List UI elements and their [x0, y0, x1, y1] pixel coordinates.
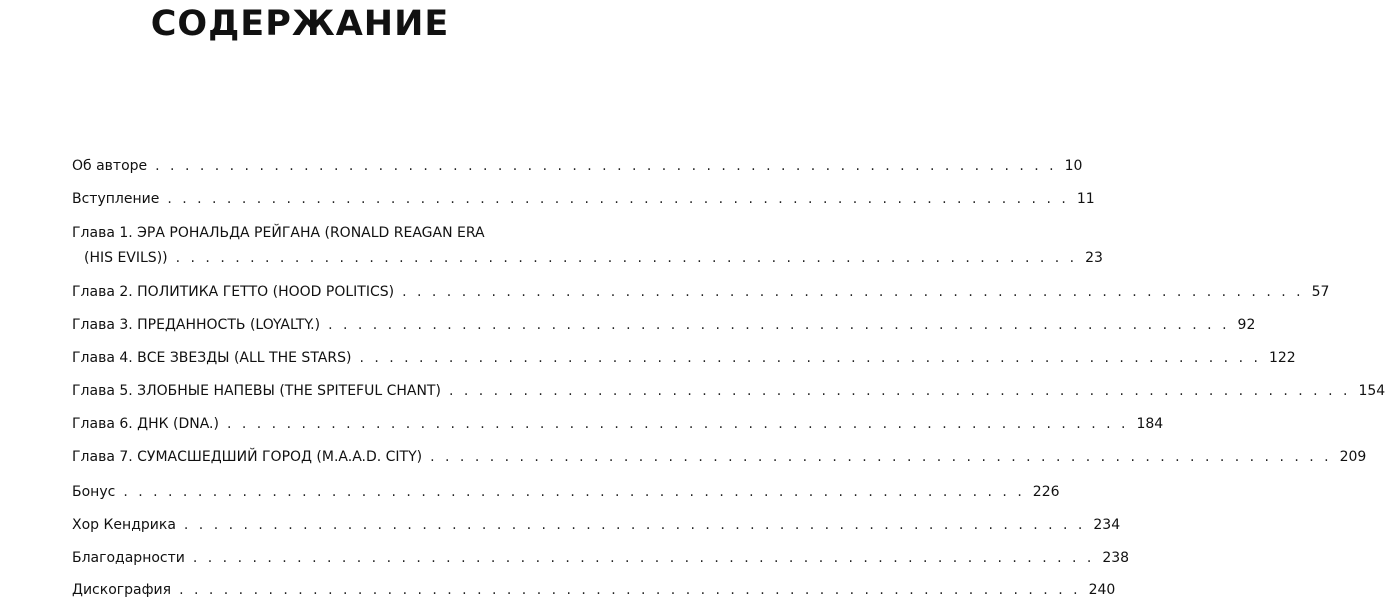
- toc-entry-label: Глава 5. ЗЛОБНЫЕ НАПЕВЫ (THE SPITEFUL CHANT): [72, 383, 441, 399]
- toc-entry-kendrick-chorus[interactable]: [72, 515, 1121, 535]
- toc-entry-label: Хор Кендрика: [72, 517, 176, 533]
- toc-page-number: 23: [1085, 250, 1103, 266]
- toc-page-number: 11: [1076, 191, 1095, 207]
- toc-entry-label: Глава 7. СУМАСШЕДШИЙ ГОРОД (M.A.A.D. CITY): [72, 449, 423, 465]
- toc-page-number: 238: [1102, 550, 1130, 566]
- leader-dots: . . . . . . . . . . . . . . . . . . . . . . . . . . . . . . . . . . . . . . . . . . . . . . . . . . . . . . . . . . . . .: [430, 449, 1332, 465]
- leader-dots: . . . . . . . . . . . . . . . . . . . . . . . . . . . . . . . . . . . . . . . . . . . . . . . . . . . . . . . . . . . . .: [155, 158, 1057, 174]
- toc-entry-label: Благодарности: [72, 550, 185, 566]
- leader-dots: . . . . . . . . . . . . . . . . . . . . . . . . . . . . . . . . . . . . . . . . . . . . . . . . . . . . . . . . . . . . .: [402, 284, 1304, 300]
- toc-entry-acknowledgements[interactable]: [72, 548, 1130, 568]
- toc-entry-bonus[interactable]: [72, 482, 1060, 502]
- leader-dots: . . . . . . . . . . . . . . . . . . . . . . . . . . . . . . . . . . . . . . . . . . . . . . . . . . . . . . . . . . . . .: [123, 484, 1025, 500]
- toc-entry-chapter-1[interactable]: [72, 223, 1103, 268]
- toc-entry-chapter-6[interactable]: [72, 414, 1164, 434]
- leader-dots: . . . . . . . . . . . . . . . . . . . . . . . . . . . . . . . . . . . . . . . . . . . . . . . . . . . . . . . . . . . . .: [183, 517, 1086, 533]
- toc-entry-label-continued: (HIS EVILS)): [84, 250, 168, 266]
- leader-dots: . . . . . . . . . . . . . . . . . . . . . . . . . . . . . . . . . . . . . . . . . . . . . . . . . . . . . . . . . . . . .: [167, 191, 1069, 207]
- toc-page-number: 92: [1237, 317, 1256, 333]
- toc-entry-about-author[interactable]: [72, 156, 1083, 176]
- toc-entry-label: Глава 1. ЭРА РОНАЛЬДА РЕЙГАНА (RONALD REAGAN ERA: [72, 225, 485, 241]
- toc-entry-chapter-3[interactable]: [72, 315, 1256, 335]
- toc-entry-label: Дискография: [72, 582, 172, 598]
- toc-entry-label: Бонус: [72, 484, 116, 500]
- toc-entry-label: Об авторе: [72, 158, 148, 174]
- leader-dots: . . . . . . . . . . . . . . . . . . . . . . . . . . . . . . . . . . . . . . . . . . . . . . . . . . . . . . . . . . . . .: [448, 383, 1351, 399]
- toc-entry-label: Глава 3. ПРЕДАННОСТЬ (LOYALTY.): [72, 317, 321, 333]
- toc-entry-label: Глава 2. ПОЛИТИКА ГЕТТО (HOOD POLITICS): [72, 284, 395, 300]
- toc-entry-label: Глава 6. ДНК (DNA.): [72, 416, 219, 432]
- toc-page-number: 122: [1268, 350, 1296, 366]
- page-title: СОДЕРЖАНИЕ: [150, 4, 450, 44]
- toc-entry-label: Глава 4. ВСЕ ЗВЕЗДЫ (ALL THE STARS): [72, 350, 352, 366]
- toc-page-number: 154: [1358, 383, 1385, 399]
- leader-dots: . . . . . . . . . . . . . . . . . . . . . . . . . . . . . . . . . . . . . . . . . . . . . . . . . . . . . . . . . . . . .: [359, 350, 1261, 366]
- leader-dots: . . . . . . . . . . . . . . . . . . . . . . . . . . . . . . . . . . . . . . . . . . . . . . . . . . . . . . . . . . . . .: [192, 550, 1095, 566]
- leader-dots: . . . . . . . . . . . . . . . . . . . . . . . . . . . . . . . . . . . . . . . . . . . . . . . . . . . . . . . . . . . . .: [175, 250, 1078, 266]
- leader-dots: . . . . . . . . . . . . . . . . . . . . . . . . . . . . . . . . . . . . . . . . . . . . . . . . . . . . . . . . . . . . .: [179, 582, 1081, 598]
- toc-entry-chapter-4[interactable]: [72, 348, 1296, 368]
- toc-page-number: 240: [1088, 582, 1116, 598]
- toc-page-number: 209: [1339, 449, 1367, 465]
- toc-entry-chapter-5[interactable]: [72, 381, 1385, 401]
- toc-page-number: 234: [1093, 517, 1121, 533]
- toc-entry-chapter-2[interactable]: [72, 282, 1330, 302]
- toc-entry-introduction[interactable]: [72, 189, 1095, 209]
- toc-entry-chapter-7[interactable]: [72, 447, 1367, 467]
- toc-page-number: 57: [1311, 284, 1330, 300]
- toc-entry-label: Вступление: [72, 191, 160, 207]
- toc-entry-discography[interactable]: [72, 580, 1116, 600]
- toc-page-number: 184: [1136, 416, 1164, 432]
- leader-dots: . . . . . . . . . . . . . . . . . . . . . . . . . . . . . . . . . . . . . . . . . . . . . . . . . . . . . . . . . . . . .: [328, 317, 1230, 333]
- toc-page-number: 226: [1032, 484, 1060, 500]
- toc-page-number: 10: [1064, 158, 1083, 174]
- leader-dots: . . . . . . . . . . . . . . . . . . . . . . . . . . . . . . . . . . . . . . . . . . . . . . . . . . . . . . . . . . . . .: [226, 416, 1129, 432]
